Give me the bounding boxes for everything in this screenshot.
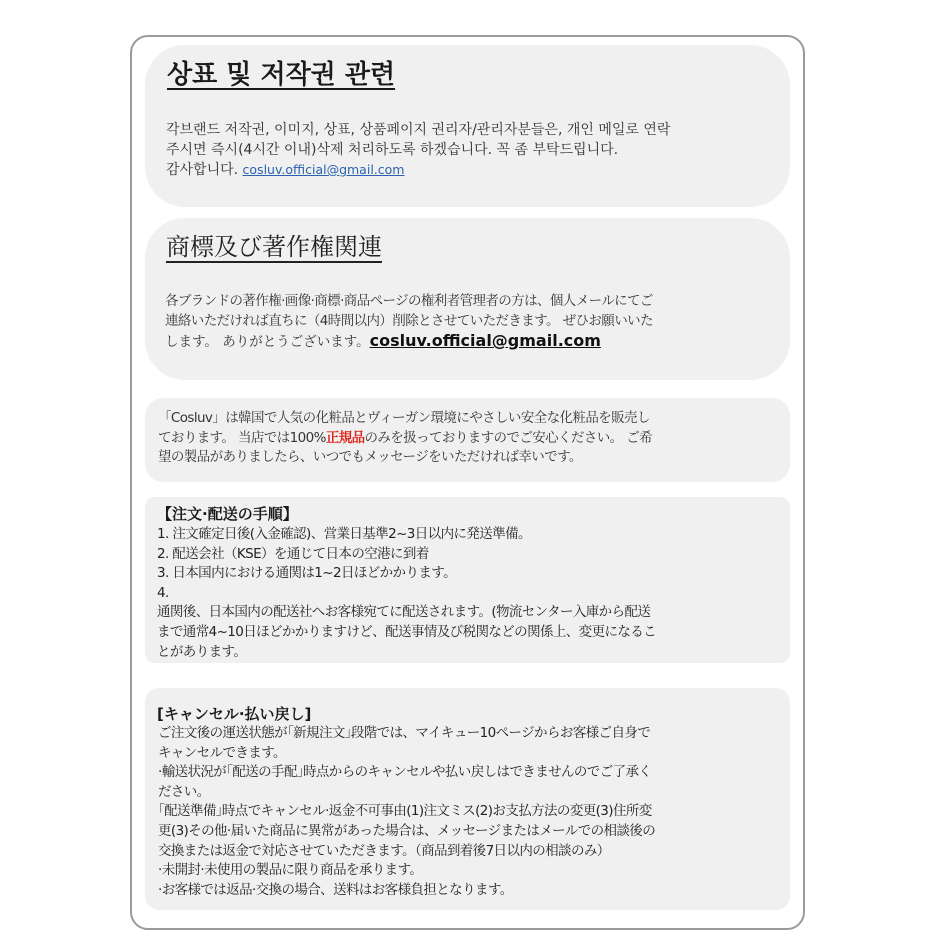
korean-notice (166, 121, 776, 181)
korean-notice-line: 각브랜드 저작권, 이미지, 상표, 상품페이지 권리자/관리자분들은, 개인 메일로 연락 (166, 122, 671, 138)
japanese-notice-line (165, 331, 777, 353)
about-line: 望の製品がありましたら、いつでもメッセージをいただければ幸いです。 (158, 449, 582, 465)
cancel-title: [キャンセル·払い戻し] (157, 705, 312, 723)
japanese-title: 商標及び著作権関連 (166, 233, 382, 261)
cancel-line: 交換または返金で対応させていただきます。（商品到着後7日以内の相談のみ） (158, 842, 610, 859)
shipping-steps (157, 525, 785, 662)
cancel-line: ·お客様では返品·交換の場合、送料はお客様負担となります。 (158, 881, 513, 898)
korean-notice-line (166, 160, 776, 181)
shipping-line: まで通常4~10日ほどかかりますけど、配送事情及び税関などの関係上、変更になるこ (157, 623, 657, 640)
japanese-email-link[interactable]: cosluv.official@gmail.com (369, 331, 601, 350)
cancel-line: キャンセルできます。 (158, 744, 286, 761)
cancel-line: 更(3)その他·届いた商品に異常があった場合は、メッセージまたはメールでの相談後の (158, 822, 656, 839)
korean-email-link[interactable]: cosluv.official@gmail.com (242, 162, 405, 177)
korean-thanks: 감사합니다. (166, 162, 239, 178)
cancel-line: ださい。 (158, 783, 210, 800)
cancel-line: ご注文後の運送状態が｢新規注文｣段階では、マイキュー10ページからお客様ご自身で (158, 725, 651, 741)
cancel-line: ·未開封·未使用の製品に限り商品を承ります。 (158, 862, 423, 879)
japanese-notice-line: 各ブランドの著作権·画像·商標·商品ページの権利者管理者の方は、個人メールにてご (165, 293, 653, 309)
about-line (158, 429, 786, 449)
shipping-line: とがあります。 (157, 643, 247, 660)
korean-notice-line: 주시면 즉시(4시간 이내)삭제 처리하도록 하겠습니다. 꼭 좀 부탁드립니다. (166, 141, 619, 158)
about-store-text (158, 409, 786, 468)
shipping-title: 【注文·配送の手順】 (157, 505, 298, 523)
about-line-part: のみを扱っておりますのでご安心ください。 ご希 (364, 429, 653, 446)
cancel-line: ·輸送状況が｢配送の手配｣時点からのキャンセルや払い戻しはできませんのでご了承く (158, 764, 652, 781)
japanese-notice-line: 連絡いただければ直ちに（4時間以内）削除とさせていただきます。 ぜひお願いいた (165, 312, 653, 329)
shipping-line: 1. 注文確定日後(入金確認)、営業日基準2~3日以内に発送準備。 (157, 526, 531, 542)
korean-title: 상표 및 저작권 관련 (167, 60, 396, 90)
shipping-line: 通関後、日本国内の配送社へお客様宛てに配送されます。(物流センター入庫から配送 (157, 604, 651, 621)
cancel-line: ｢配送準備｣時点でキャンセル·返金不可事由(1)注文ミス(2)お支払方法の変更(3)住所変 (158, 803, 652, 820)
about-line: 「Cosluv」は韓国で人気の化粧品とヴィーガン環境にやさしい安全な化粧品を販売し (158, 410, 650, 426)
genuine-product-highlight: 正規品 (325, 429, 365, 446)
shipping-line: 4. (157, 584, 169, 601)
shipping-line: 2. 配送会社（KSE）を通じて日本の空港に到着 (157, 545, 429, 562)
japanese-notice (165, 292, 777, 353)
cancel-policy (158, 724, 786, 900)
about-line-part: ております。 当店では100% (158, 429, 326, 446)
shipping-line: 3. 日本国内における通関は1~2日ほどかかります。 (157, 565, 456, 582)
japanese-thanks: します。 ありがとうございます。 (165, 334, 370, 350)
